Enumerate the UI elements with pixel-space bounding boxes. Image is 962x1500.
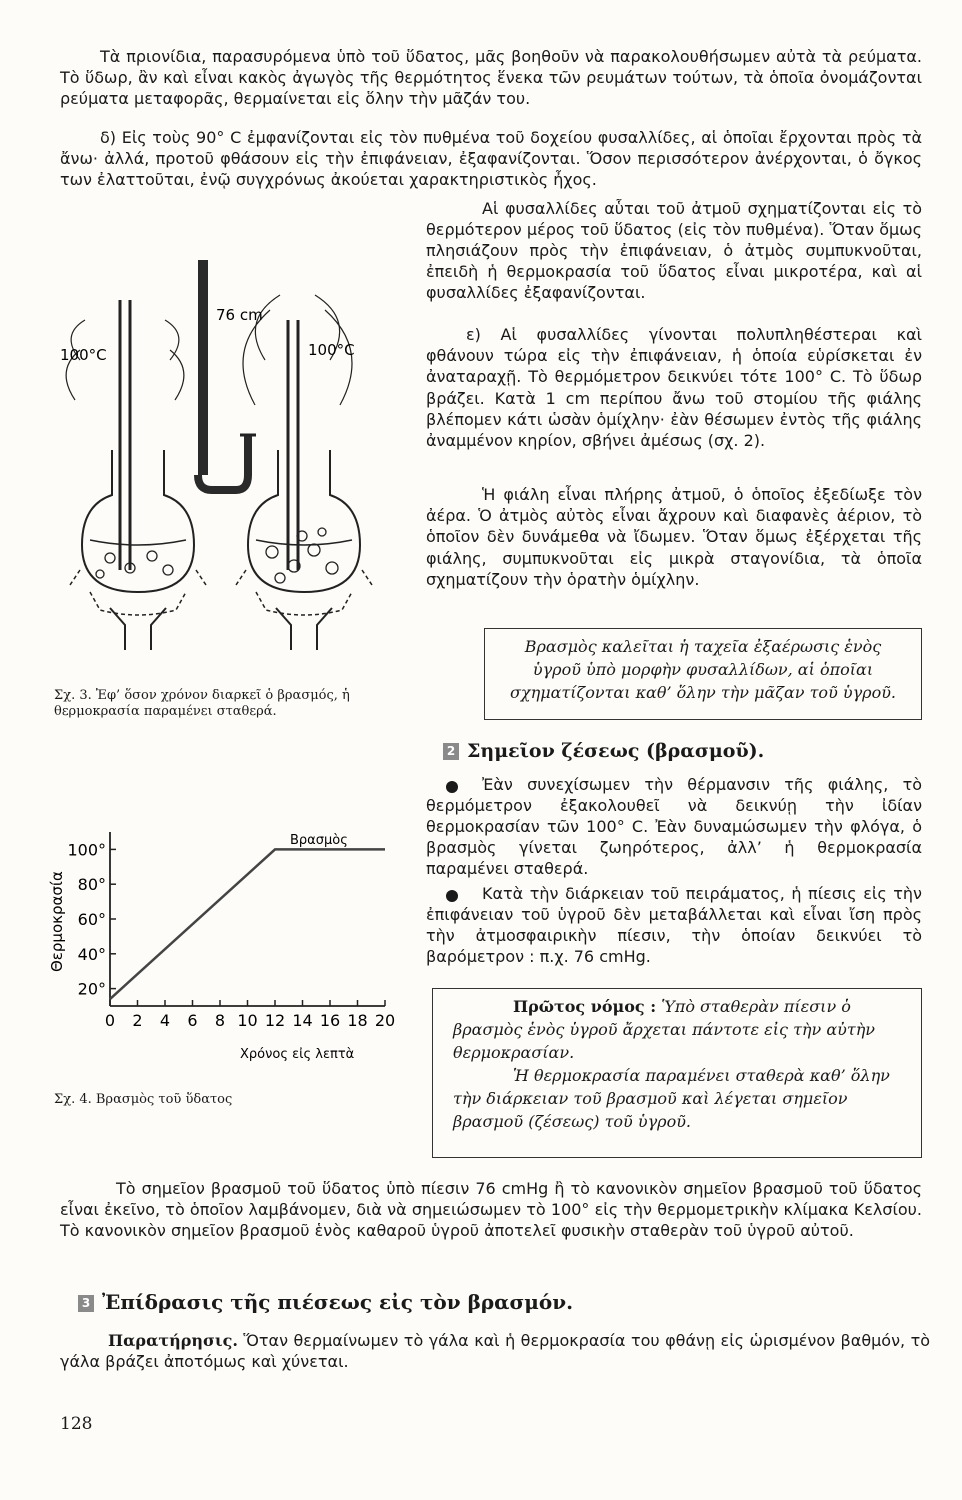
law-title: Πρῶτος νόμος : [513,997,657,1016]
x-tick-label: 20 [374,1011,396,1030]
page-number: 128 [60,1414,93,1434]
observation-label: Παρατήρησις. [108,1331,238,1350]
section-3-title: Ἐπίδρασις τῆς πιέσεως εἰς τὸν βρασμόν. [102,1290,574,1314]
paragraph-delta: δ) Εἰς τοὺς 90° C ἐμφανίζονται εἰς τὸν πυθμένα τοῦ δοχείου φυσαλλίδες, αἱ ὁποῖαι ἔρχονται πρὸς τὰ ἄνω· ἀλλά, προτοῦ φθάσουν εἰς τὴν ἐπιφάνειαν, ἐξαφανίζονται. Ὅσον περισσότερον ἀνέρχονται, ὁ ὄγκος των ἐλαττοῦται, ἐνῷ συγχρόνως ἀκούεται χαρακτηριστικὸς ἦχος. [60,128,922,189]
y-axis-label: Θερμοκρασία [48,871,66,972]
figure-3-caption: Σχ. 3. Ἐφ’ ὅσον χρόνον διαρκεῖ ὁ βρασμός, ἡ θερμοκρασία παραμένει σταθερά. [54,688,350,719]
x-tick-label: 0 [104,1011,116,1030]
x-tick-label: 18 [347,1011,368,1030]
y-tick-label: 60° [77,910,106,929]
intro-paragraph: Τὰ πριονίδια, παρασυρόμενα ὑπὸ τοῦ ὕδατος, μᾶς βοηθοῦν νὰ παρακολουθήσωμεν αὐτὰ τὰ ρεύματα. Τὸ ὕδωρ, ἂν καὶ εἶναι κακὸς ἀγωγὸς τῆς θερμότητος ἕνεκα τῶν ρευμάτων τούτων, τὰ ὁποῖα ὀνομάζονται ρεύματα μεταφορᾶς, θερμαίνεται εἰς ὅλην τὴν μᾶζάν του. [60,47,922,108]
y-tick-label: 20° [77,979,106,999]
definition-text: Βρασμὸς καλεῖται ἡ ταχεῖα ἐξαέρωσις ἑνὸς ὑγροῦ ὑπὸ μορφὴν φυσαλλίδων, αἱ ὁποῖαι σχηματίζονται καθ’ ὅλην τὴν μᾶζαν τοῦ ὑγροῦ. [509,637,897,702]
y-tick-label: 100° [67,840,106,860]
section-3-heading [78,1290,573,1314]
section-3-number: 3 [78,1295,94,1312]
figure-3-boiling-flasks [40,240,430,660]
observation-text: Ὅταν θερμαίνωμεν τὸ γάλα καὶ ἡ θερμοκρασία του φθάνῃ εἰς ὡρισμένον βαθμόν, τὸ γάλα βράζει ἀποτόμως καὶ χύνεται. [60,1331,930,1371]
label-manometer-height: 76 cm [216,306,263,324]
section-2-heading [443,740,764,762]
chart-annotation: Βρασμὸς [290,833,348,848]
paragraph-bubbles: Αἱ φυσαλλίδες αὗται τοῦ ἀτμοῦ σχηματίζονται εἰς τὸ θερμότερον μέρος τοῦ ὕδατος (εἰς τὸν πυθμένα). Ὅταν ὅμως πλησιάζουν πρὸς τὴν ἐπιφάνειαν, ὁ ἀτμὸς συμπυκνοῦται, ἐπειδὴ ἡ θερμοκρασία τοῦ ὕδατος εἶναι μικροτέρα, καὶ αἱ φυσαλλίδες ἐξαφανίζονται. [426,199,922,302]
x-tick-label: 16 [319,1011,341,1030]
paragraph-normal-boiling: Τὸ σημεῖον βρασμοῦ τοῦ ὕδατος ὑπὸ πίεσιν 76 cmHg ἢ τὸ κανονικὸν σημεῖον βρασμοῦ τοῦ ὕδατος εἶναι ἐκεῖνο, τὸ ὁποῖον λαμβάνομεν, διὰ νὰ σημειώσωμεν τὸ 100° εἰς τὴν θερμομετρικὴν κλίμακα Κελσίου. Τὸ κανονικὸν σημεῖον βρασμοῦ ἑνὸς καθαροῦ ὑγροῦ ἀποτελεῖ φυσικὴν σταθερὰν τοῦ ὑγροῦ αὐτοῦ. [60,1179,922,1240]
x-tick-label: 6 [187,1011,198,1030]
figure-4-chart [40,822,410,1072]
y-tick-label: 40° [77,944,106,964]
law-text-1: Ὑπὸ σταθερὰν πίεσιν ὁ βρασμὸς ἑνὸς ὑγροῦ ἄρχεται πάντοτε εἰς τὴν αὐτὴν θερμοκρασίαν. [453,997,876,1062]
law-box [432,988,922,1158]
x-tick-label: 4 [159,1011,171,1030]
x-tick-label: 12 [264,1011,286,1030]
series-line-boiling-water [110,849,385,999]
manometer-tube [198,260,208,475]
x-tick-label: 2 [132,1011,143,1030]
label-right-temperature: 100°C [308,341,355,359]
section-2-number: 2 [443,743,459,760]
x-tick-label: 10 [237,1011,258,1030]
definition-box [484,628,922,720]
paragraph-epsilon: ε) Αἱ φυσαλλίδες γίνονται πολυπληθέστεραι καὶ φθάνουν τώρα εἰς τὴν ἐπιφάνειαν, ἡ ὁποία εὑρίσκεται ἐν ἀναταραχῇ. Τὸ θερμόμετρον δεικνύει τότε 100° C. Τὸ ὕδωρ βράζει. Κατὰ 1 cm περίπου ἄνω τοῦ στομίου τῆς φιάλης βλέπομεν κάτι ὡσὰν ὁμίχλην· ἐὰν θέσωμεν ἐντὸς τῆς φιάλης ἀναμμένον κηρίον, σβήνει ἀμέσως (σχ. 2). [426,325,922,451]
x-ticks [105,1000,395,1030]
x-axis-label: Χρόνος εἰς λεπτὰ [240,1047,355,1062]
y-tick-label: 80° [77,875,106,895]
right-flask [248,450,360,592]
section-2-title: Σημεῖον ζέσεως (βρασμοῦ). [467,740,765,762]
label-left-temperature: 100°C [60,346,107,364]
paragraph-b2: Κατὰ τὴν διάρκειαν τοῦ πειράματος, ἡ πίεσις εἰς τὴν ἐπιφάνειαν τοῦ ὑγροῦ δὲν μεταβάλλεται καὶ εἶναι ἴση πρὸς τὴν ἀτμοσφαιρικὴν πίεσιν, τὴν ὁποίαν δεικνύει τὸ βαρόμετρον : π.χ. 76 cmHg. [426,884,922,966]
law-text-2: Ἡ θερμοκρασία παραμένει σταθερὰ καθ’ ὅλην τὴν διάρκειαν τοῦ βρασμοῦ καὶ λέγεται σημεῖον βρασμοῦ (ζέσεως) τοῦ ὑγροῦ. [453,1066,890,1131]
y-ticks [67,840,116,998]
figure-4-caption: Σχ. 4. Βρασμὸς τοῦ ὕδατος [54,1092,233,1107]
x-tick-label: 8 [214,1011,226,1030]
x-tick-label: 14 [292,1011,313,1030]
paragraph-b1: Ἐὰν συνεχίσωμεν τὴν θέρμανσιν τῆς φιάλης, τὸ θερμόμετρον ἐξακολουθεῖ νὰ δεικνύῃ τὴν ἰδίαν θερμοκρασίαν τῶν 100° C. Ἐὰν δυναμώσωμεν τὴν φλόγα, ὁ βρασμὸς γίνεται ζωηρότερος, ἀλλ’ ἡ θερμοκρασία παραμένει σταθερά. [426,775,922,878]
paragraph-observation [60,1330,930,1372]
paragraph-steam: Ἡ φιάλη εἶναι πλήρης ἀτμοῦ, ὁ ὁποῖος ἐξεδίωξε τὸν ἀέρα. Ὁ ἀτμὸς αὐτὸς εἶναι ἄχρουν καὶ διαφανὲς ἀέριον, τὸ ὁποῖον δὲν δυνάμεθα νὰ ἴδωμεν. Ὅταν ὅμως ἐξέρχεται τῆς φιάλης, συμπυκνοῦται εἰς μικρὰ σταγονίδια, τὰ ὁποῖα σχηματίζουν τὴν ὁρατὴν ὁμίχλην. [426,485,922,589]
